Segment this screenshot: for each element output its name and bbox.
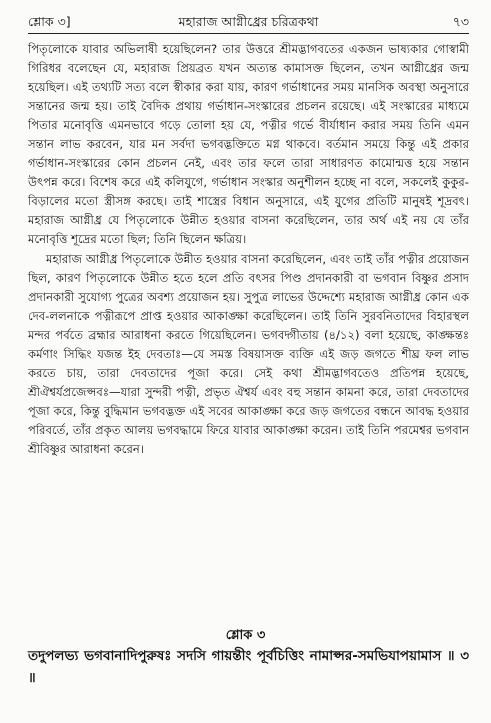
header-verse-ref: শ্লোক ৩]: [28, 14, 71, 29]
paragraph: পিতৃলোকে যাবার অভিলাষী হয়েছিলেন? তার উত্তরে শ্রীমদ্ভাগবতের একজন ভাষ্যকার গোস্বামী গিরিধর বলেছেন যে, মহারাজ প্রিয়ব্রত যখন অত্যন্ত কামাসক্ত ছিলেন, তখন আগ্নীধ্রের জন্ম হয়েছিল। এই তথ্যটি সত্য বলে স্বীকার করা যায়, কারণ গর্ভাধানের সময় মানসিক অবস্থা অনুসারে সন্তানের জন্ম হয়। তাই বৈদিক প্রথায় গর্ভাধান-সংস্কারের প্রচলন রয়েছে। এই সংস্কারের মাধ্যমে পিতার মনোবৃত্তি এমনভাবে গড়ে তোলা হয় যে, পত্নীর গর্ভে বীর্যাধান করার সময় তিনি এমন সন্তান লাভ করবেন, যার মন সর্বদা ভগবদ্ভক্তিতে মগ্ন থাকবে। বর্তমান সময়ে কিন্তু এই প্রকার গর্ভাধান-সংস্কারের কোন প্রচলন নেই, এবং তার ফলে তারা সাধারণত কামোন্মত্ত হয়ে সন্তান উৎপন্ন করে। বিশেষ করে এই কলিযুগে, গর্ভাধান সংস্কার অনুশীলন হচ্ছে না বলে, সকলেই কুকুর-বিড়ালের মতো স্ত্রীসঙ্গ করছে। তাই শাস্ত্রের বিধান অনুসারে, এই যুগের প্রতিটি মানুষই শূদ্রবৎ। মহারাজ আগ্নীধ্র যে পিতৃলোকে উন্নীত হওয়ার বাসনা করেছিলেন, তার অর্থ এই নয় যে তাঁর মনোবৃত্তি শূদ্রের মতো ছিল; তিনি ছিলেন ক্ষত্রিয়।: [28, 42, 469, 247]
paragraph: মহারাজ আগ্নীধ্র পিতৃলোকে উন্নীত হওয়ার বাসনা করেছিলেন, এবং তাই তাঁর পত্নীর প্রয়োজন ছিল, কারণ পিতৃলোকে উন্নীত হতে হলে প্রতি বৎসর পিণ্ড প্রদানকারী বা ভগবান বিষ্ণুর প্রসাদ প্রদানকারী সুযোগ্য পুত্রের অবশ্য প্রয়োজন হয়। সুপুত্র লাভের উদ্দেশ্যে মহারাজ আগ্নীধ্র কোন এক দেব-ললনাকে পত্নীরূপে প্রাপ্ত হওয়ার আকাঙ্ক্ষা করেছিলেন। তাই তিনি সুরবনিতাদের বিহারস্থল মন্দর পর্বতে ব্রহ্মার আরাধনা করতে গিয়েছিলেন। ভগবদ্গীতায় (৪/১২) বলা হয়েছে, কাঙ্ক্ষন্তঃ কর্মণাং সিদ্ধিং যজন্ত ইহ দেবতাঃ—যে সমস্ত বিষয়াসক্ত ব্যক্তি এই জড় জগতে শীঘ্র ফল লাভ করতে চায়, তারা দেবতাদের পূজা করে। সেই কথা শ্রীমদ্ভাগবতেও প্রতিপন্ন হয়েছে, শ্রীঐশ্বর্যপ্রজেপ্সবঃ—যারা সুন্দরী পত্নী, প্রভৃত ঐশ্বর্য এবং বহু সন্তান কামনা করে, তারা দেবতাদের পূজা করে, কিন্তু বুদ্ধিমান ভগবদ্ভক্ত এই সবের আকাঙ্ক্ষা করে জড় জগতের বন্ধনে আবদ্ধ হওয়ার পরিবর্তে, তাঁর প্রকৃত আলয় ভগবদ্ধামে ফিরে যাবার আকাঙ্ক্ষা করেন। তাই তিনি পরমেশ্বর ভগবান শ্রীবিষ্ণুর আরাধনা করেন।: [28, 251, 469, 456]
header-chapter-title: মহারাজ আগ্নীধ্রের চরিত্রকথা: [178, 14, 319, 29]
sanskrit-verse: তদুপলভ্য ভগবানাদিপুরুষঃ সদসি গায়ন্তীং পূর্বচিত্তিং নামাপ্সর-সমভিযাপয়ামাস ॥ ৩ ॥: [28, 648, 469, 686]
header-rule: [28, 33, 469, 34]
page-number: ৭৩: [452, 14, 469, 29]
verse-heading: শ্লোক ৩: [225, 628, 266, 643]
purport-text: [28, 40, 469, 459]
running-header: [28, 10, 469, 32]
